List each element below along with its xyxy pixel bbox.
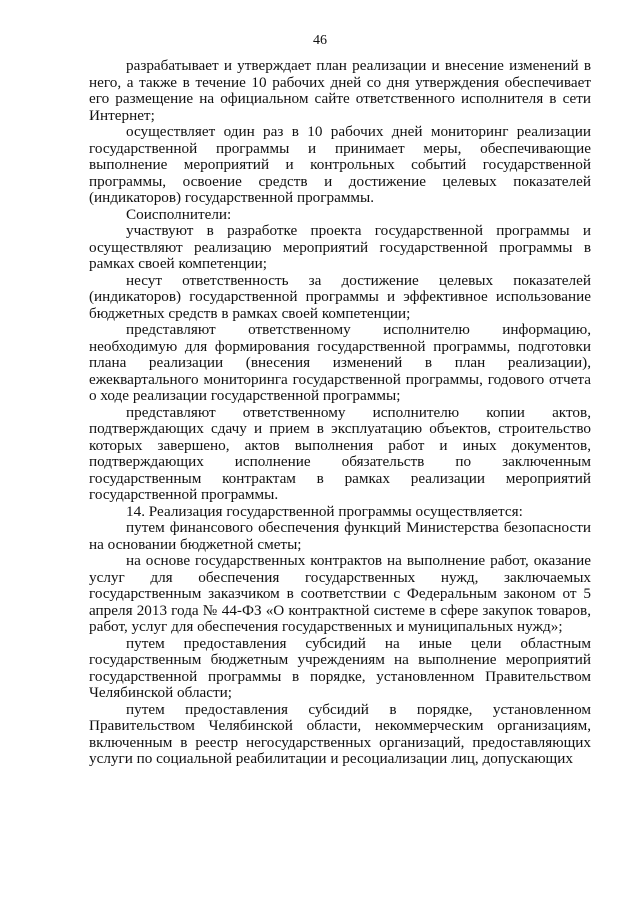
paragraph-subsidies-nonprofits: путем предоставления субсидий в порядке, установленном Правительством Челябинской области, некоммерческим организациям, включенным в реестр негосударственных организаций, предоставляющих услуги по социальной реабилитации и ресоциализации лиц, допускающих: [89, 700, 591, 767]
paragraph-financial-support: путем финансового обеспечения функций Министерства безопасности на основании бюджетной сметы;: [89, 519, 591, 553]
paragraph-provide-copies: представляют ответственному исполнителю копии актов, подтверждающих сдачу и прием в эксплуатацию объектов, строительство которых завершено, актов выполнения работ и иных документов, подтверждающих исполнение обязательств по заключенным государственным контрактам в рамках реализации мероприятий государственной программы.: [89, 403, 591, 503]
paragraph-section-14: 14. Реализация государственной программы осуществляется:: [126, 502, 523, 520]
paragraph-state-contracts: на основе государственных контрактов на выполнение работ, оказание услуг для обеспечения государственных нужд, заключаемых государственным заказчиком в соответствии с Федеральным законом от 5 апреля 2013 года № 44-ФЗ «О контрактной системе в сфере закупок товаров, работ, услуг для обеспечения государственных и муниципальных нужд»;: [89, 552, 591, 635]
paragraph-participate: участвуют в разработке проекта государственной программы и осуществляют реализацию мероприятий государственной программы в рамках своей компетенции;: [89, 222, 591, 272]
paragraph-responsibility: несут ответственность за достижение целевых показателей (индикаторов) государственной программы и эффективное использование бюджетных средств в рамках своей компетенции;: [89, 271, 591, 322]
paragraph-provide-information: представляют ответственному исполнителю информацию, необходимую для формирования государственной программы, подготовки плана реализации (внесения изменений в план реализации), ежеквартального мониторинга государственной программы, годового отчета о ходе реализации государственной программы;: [89, 321, 591, 404]
document-body: [89, 58, 591, 768]
paragraph-co-executors-heading: Соисполнители:: [126, 205, 232, 223]
paragraph-plan-approval: разрабатывает и утверждает план реализации и внесение изменений в него, а также в течение 10 рабочих дней со дня утверждения обеспечивает его размещение на официальном сайте ответственного исполнителя в сети Интернет;: [89, 57, 591, 124]
paragraph-monitoring: осуществляет один раз в 10 рабочих дней мониторинг реализации государственной программы и принимает меры, обеспечивающие выполнение мероприятий и контрольных событий государственной программы, освоение средств и достижение целевых показателей (индикаторов) государственной программы.: [89, 123, 591, 206]
page-number: 46: [313, 33, 327, 48]
paragraph-subsidies-institutions: путем предоставления субсидий на иные цели областным государственным бюджетным учреждениям на выполнение мероприятий государственной программы в порядке, установленном Правительством Челябинской области;: [89, 634, 591, 701]
